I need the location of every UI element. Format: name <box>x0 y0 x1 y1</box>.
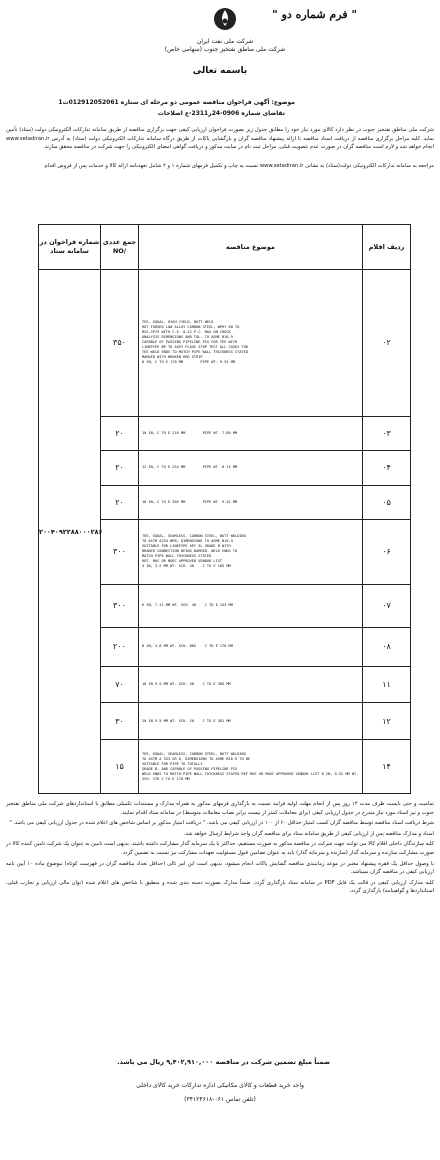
company-subsidiary: شرکت ملی مناطق نفتخیز جنوب (سهامی خاص) <box>164 46 286 53</box>
guarantee-amount: ضمناً مبلغ تضمین شرکت در مناقصه ۹,۴۰۲,۹۱۰,۰۰۰ ریال می باشد. <box>117 1058 330 1066</box>
qty-cell: ۳۵۰ <box>101 270 139 417</box>
note: کلیه سازندگان داخلی اقلام کالا می توانند جهت شرکت در مناقصه مذکور به صورت مستقیم، حداکثر با یک سرمایه گذار مشارکت داشته باشند. بدیهی است تامین به عنوان یک شرکت تامین کننده کالا در صورت مشارکت سازنده و سرمایه گذار (سازنده و سرمایه گذار) باید به عنوان تضامین قبول مسئولیت تعهدات مشارکت نیز نسبت به تضمین گردد. <box>6 841 434 856</box>
qty-cell: ۳۰۰ <box>101 520 139 585</box>
qty-cell: ۱۵ <box>101 740 139 794</box>
description-cell: 20 IN 9.5 MM WT. SCH. 20 C TO E 381 MM <box>139 703 363 740</box>
form-number: " فرم شماره دو " <box>272 8 358 21</box>
qty-cell: ۲۰ <box>101 485 139 520</box>
intro-paragraph: شرکت ملی مناطق نفتخیز جنوب در نظر دارد کالای مورد نیاز خود را مطابق جدول زیر بصورت فراخوان ارزیابی کیفی جهت برگزاری مناقصه از طریق سامانه تدارکات الکترونیکی دولت (ستاد) تأمین نماید. کلیه مراحل برگزاری مناقصه از دریافت اسناد مناقصه تا ارائه پیشنهاد مناقصه گران و بازگشایی پاکات از طریق درگاه سامانه تدارکات الکترونیکی دولت (ستاد) به آدرس www.setadiran.ir انجام خواهد شد و لازم است مناقصه گران در صورت عدم عضویت قبلی، مراحل ثبت نام در سایت مذکور و دریافت گواهی امضای الکترونیکی را جهت شرکت در مناقصه محقق سازند. <box>6 127 434 150</box>
note: شرط دریافت اسناد مناقصه توسط مناقصه گران کسب امتیاز حداقل ۶۰ از ۱۰۰ در ارزیابی کیفی می باشد. " دریافت امتیاز مذکور بر اساس شاخص های اعلام شده در جدول ارزیابی کیفی می باشد. " <box>9 820 434 827</box>
description-cell: 16 IN, C TO E 305 MM PIPE WT. 9.52 MM <box>139 485 363 520</box>
note: تمامیت و حتی بایست ظرف مدت ۱۴ روز پس از انجام مهلت اولیه فرایند نسبت به بارگذاری فرمهای مذکور به همراه مدارک و مستندات تکمیلی مطابق با استانداردهای شرکت ملی مناطق نفتخیز جنوب و نیز اسناد مورد نیاز مندرج در جدول ارزیابی کیفی (برای معاملات کمتر از بیست برابر نصاب معاملات متوسط) در سامانه ستاد اقدام نمایند. <box>6 801 434 816</box>
header-announce: شماره فراخوان در سامانه ستاد <box>39 225 101 270</box>
description-cell: 8 IN, 4.8 MM WT. SCH. 80S C TO E 178 MM <box>139 627 363 666</box>
qty-cell: ۳۰۰ <box>101 584 139 627</box>
contact-phone: (تلفن تماس ۰۶۱-۳۴۱۲۴۶۱۸) <box>184 1096 256 1103</box>
row-number-cell: ۰۸ <box>363 627 411 666</box>
row-number-cell: ۱۱ <box>363 666 411 703</box>
description-cell: 16 IN 9.5 MM WT. SCH. 30 C TO E 305 MM <box>139 666 363 703</box>
qty-cell: ۳۰ <box>101 703 139 740</box>
note: اسناد و مدارک مناقصه پس از ارزیابی کیفی از طریق سامانه ستاد برای مناقصه گران واجد شرایط ارسال خواهد شد. <box>183 830 434 837</box>
company-name: شرکت ملی نفت ایران <box>196 38 254 45</box>
description-cell: 10 IN, C TO E 216 MM PIPE WT. 7.80 MM <box>139 416 363 451</box>
row-number-cell: ۱۴ <box>363 740 411 794</box>
description-cell: TEE, EQUAL, HIGH YIELD, BUTT WELD HOT FORGED LOW ALLOY CARBON STEEL, WPHY 60 TO MSS-SP75 WITH C.E. 0.42 P.C. MAX ON CHECK ANALYSIS DIMENSIONS AND TOL. TO ASME B16.9 CAPABLE OF PASSING PIPELINE PIG FOR TEE WITH LINEPIPE BP TO ASPI FLAGE STOP TEST ALL CASES FOR TEE WELD ENDS TO MATCH PIPE WALL THICKNESS STATED MARKED WITH BROKEN RED STRIP 8 IN, C TO E 178 MM PIPE WT. 9.52 MM <box>139 270 363 417</box>
intro-paragraph: مراجعه به سامانه تدارکات الکترونیکی دولت(ستاد) به نشانی www.setadiran.ir نسبت به چاپ و تکمیل فرمهای شماره ۱ و ۲ شامل تعهدنامه ارائه کالا و خدمات پس از فروش اقدام <box>44 162 434 169</box>
announce-number-cell: ۲۰۰۴۰۹۲۲۸۸۰۰۰۲۸۶ <box>39 270 101 794</box>
document-header <box>0 0 440 120</box>
row-number-cell: ۰۴ <box>363 451 411 486</box>
qty-cell: ۲۰ <box>101 416 139 451</box>
bismillah-heading: باسمه تعالی <box>192 66 248 76</box>
description-cell: 6 IN, 7.11 MM WT. SCH. 40 C TO E 143 MM <box>139 584 363 627</box>
row-number-cell: ۰۵ <box>363 485 411 520</box>
nioc-logo-icon <box>212 6 238 32</box>
qty-cell: ۷۰ <box>101 666 139 703</box>
description-cell: TEE, EQUAL, SEAMLESS, CARBON STEEL, BUTT WELDING TO ASTM A234 WPB, DIMENSIONS TO ASME B16.9 SUITABLE FOR LINEPIPE API 5L GRADE B WITH BRANCH CONNECTION BEING BARRED. WELD ENDS TO MATCH PIPE WALL THICKNESS STATED REF. MOC OR MODC APPROVED VENDOR LIST 4 IN, 3.5 MM WT. SCH. 40 C TO E 105 MM <box>139 520 363 585</box>
description-cell: 12 IN, C TO E 254 MM PIPE WT. 8.74 MM <box>139 451 363 486</box>
row-number-cell: ۰۲ <box>363 270 411 417</box>
header-subject: موضوع مناقصه <box>139 225 363 270</box>
tender-number: تقاضای شماره 0906-24ر2311-ع اصلاحات <box>157 110 285 117</box>
row-number-cell: ۰۳ <box>363 416 411 451</box>
row-number-cell: ۰۶ <box>363 520 411 585</box>
description-cell: TEE, EQUAL, SEAMLESS, CARBON STEEL, BUTT WELDING TO ASTM A 333 GR 6, DIMENSIONS TO ASME B16.9 TO BE SUITABLE FOR PIPE TO TOTALLY GRADE B, AND CAPABLE OF PASSING PIPELINE PIG WELD ENDS TO MATCH PIPE WALL THICKNESS STATED REF MOC OR MODC APPROVED VENDOR LIST 8 IN, 9.52 MM WT. SCH. STD C TO E 178 MM <box>139 740 363 794</box>
intro-text <box>6 126 434 170</box>
header-row-no: ردیف اقلام <box>363 225 411 270</box>
qty-cell: ۲۰۰ <box>101 627 139 666</box>
purchasing-unit: واحد خرید قطعات و کالای مکانیکی اداره تدارکات خرید کالای داخلی <box>136 1082 304 1089</box>
row-number-cell: ۰۷ <box>363 584 411 627</box>
note: کلیه مدارک ارزیابی کیفی در قالب یک فایل PDF در سامانه ستاد بارگذاری گردد. ضمناً مدارک بصورت دسته بندی شده و منطبق با شاخص های اعلام شده (توان مالی ارزیابی و تجارب قبلی، استانداردها و گواهینامه) بارگذاری گردد. <box>6 879 434 895</box>
qty-cell: ۲۰ <box>101 451 139 486</box>
header-qty: جمع عددی NO/ <box>101 225 139 270</box>
table-row <box>39 270 411 417</box>
notes-section <box>6 800 434 898</box>
table-header-row <box>39 225 411 270</box>
items-table <box>38 224 411 794</box>
subject-line: موضوع: آگهی فراخوان مناقصه عمومی دو مرحله ای ستاره 012912052061ت1 <box>58 99 295 106</box>
note: با وصول حداقل یک فقره پیشنهاد معتبر در موعد زمانبندی مناقصه گشایش پاکات انجام میشود. بدیهی است این امر تالی (حداقل تعداد مناقصه گران در فهرست کوتاه) موضوع ماده ۱۰ آیین نامه ارزیابی کیفی در مناقصه گران نمیباشد. <box>6 860 434 876</box>
row-number-cell: ۱۲ <box>363 703 411 740</box>
